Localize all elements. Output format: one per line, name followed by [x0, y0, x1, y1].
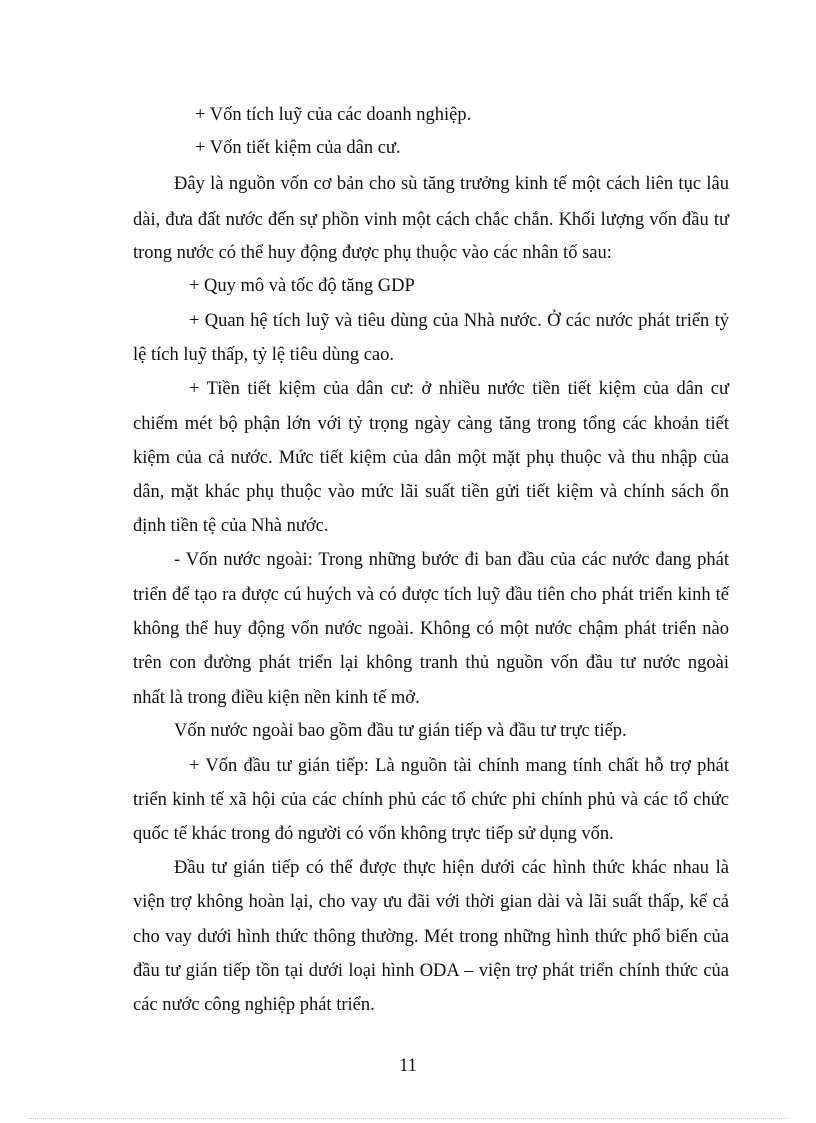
text-line: triển kinh tế xã hội của các chính phủ các tổ chức phi chính phủ và các tổ chức [133, 790, 729, 810]
text-line: lệ tích luỹ thấp, tỷ lệ tiêu dùng cao. [133, 345, 394, 365]
text-line: quốc tế khác trong đó người có vốn không trực tiếp sử dụng vốn. [133, 824, 614, 844]
text-line: + Tiền tiết kiệm của dân cư: ở nhiều nước tiền tiết kiệm của dân cư [189, 379, 729, 399]
text-line: trên con đường phát triển lại không tranh thủ nguồn vốn đầu tư nước ngoài [133, 653, 729, 673]
text-line: kiệm của cả nước. Mức tiết kiệm của dân một mặt phụ thuộc và thu nhập của [133, 448, 729, 468]
text-line: + Vốn đầu tư gián tiếp: Là nguồn tài chính mang tính chất hỗ trợ phát [189, 756, 729, 776]
text-line: viện trợ không hoàn lại, cho vay ưu đãi với thời gian dài và lãi suất thấp, kể cả [133, 892, 729, 912]
text-line: dân, mặt khác phụ thuộc vào mức lãi suất tiền gửi tiết kiệm và chính sách ổn [133, 482, 729, 502]
text-line: định tiền tệ của Nhà nước. [133, 516, 329, 536]
text-line: chiếm mét bộ phận lớn với tỷ trọng ngày càng tăng trong tổng các khoản tiết [133, 414, 729, 434]
text-line: + Vốn tiết kiệm của dân cư. [195, 138, 401, 158]
text-line: triển để tạo ra được cú huých và có được tích luỹ đầu tiên cho phát triển kinh tế [133, 585, 729, 605]
text-line: + Quy mô và tốc độ tăng GDP [189, 276, 415, 296]
text-line: dài, đưa đất nước đến sự phồn vinh một cách chắc chắn. Khối lượng vốn đầu tư [133, 210, 729, 230]
page-number: 11 [399, 1056, 417, 1076]
page-bottom-divider [28, 1118, 788, 1119]
text-line: Đầu tư gián tiếp có thể được thực hiện dưới các hình thức khác nhau là [174, 858, 729, 878]
text-line: các nước công nghiệp phát triển. [133, 995, 375, 1015]
text-line: không thể huy động vốn nước ngoài. Không có một nước chậm phát triển nào [133, 619, 729, 639]
text-line: đầu tư gián tiếp tồn tại dưới loại hình ODA – viện trợ phát triển chính thức của [133, 961, 729, 981]
text-line: Đây là nguồn vốn cơ bản cho sù tăng trưởng kinh tế một cách liên tục lâu [174, 174, 729, 194]
text-line: trong nước có thể huy động được phụ thuộc vào các nhân tố sau: [133, 243, 612, 263]
text-line: cho vay dưới hình thức thông thường. Mét trong những hình thức phổ biến của [133, 927, 729, 947]
text-line: - Vốn nước ngoài: Trong những bước đi ban đầu của các nước đang phát [174, 550, 729, 570]
text-line: + Quan hệ tích luỹ và tiêu dùng của Nhà nước. Ở các nước phát triển tỷ [189, 311, 729, 331]
text-line: Vốn nước ngoài bao gồm đầu tư gián tiếp và đầu tư trực tiếp. [174, 721, 627, 741]
text-line: nhất là trong điều kiện nền kinh tế mở. [133, 688, 420, 708]
text-line: + Vốn tích luỹ của các doanh nghiệp. [195, 105, 472, 125]
